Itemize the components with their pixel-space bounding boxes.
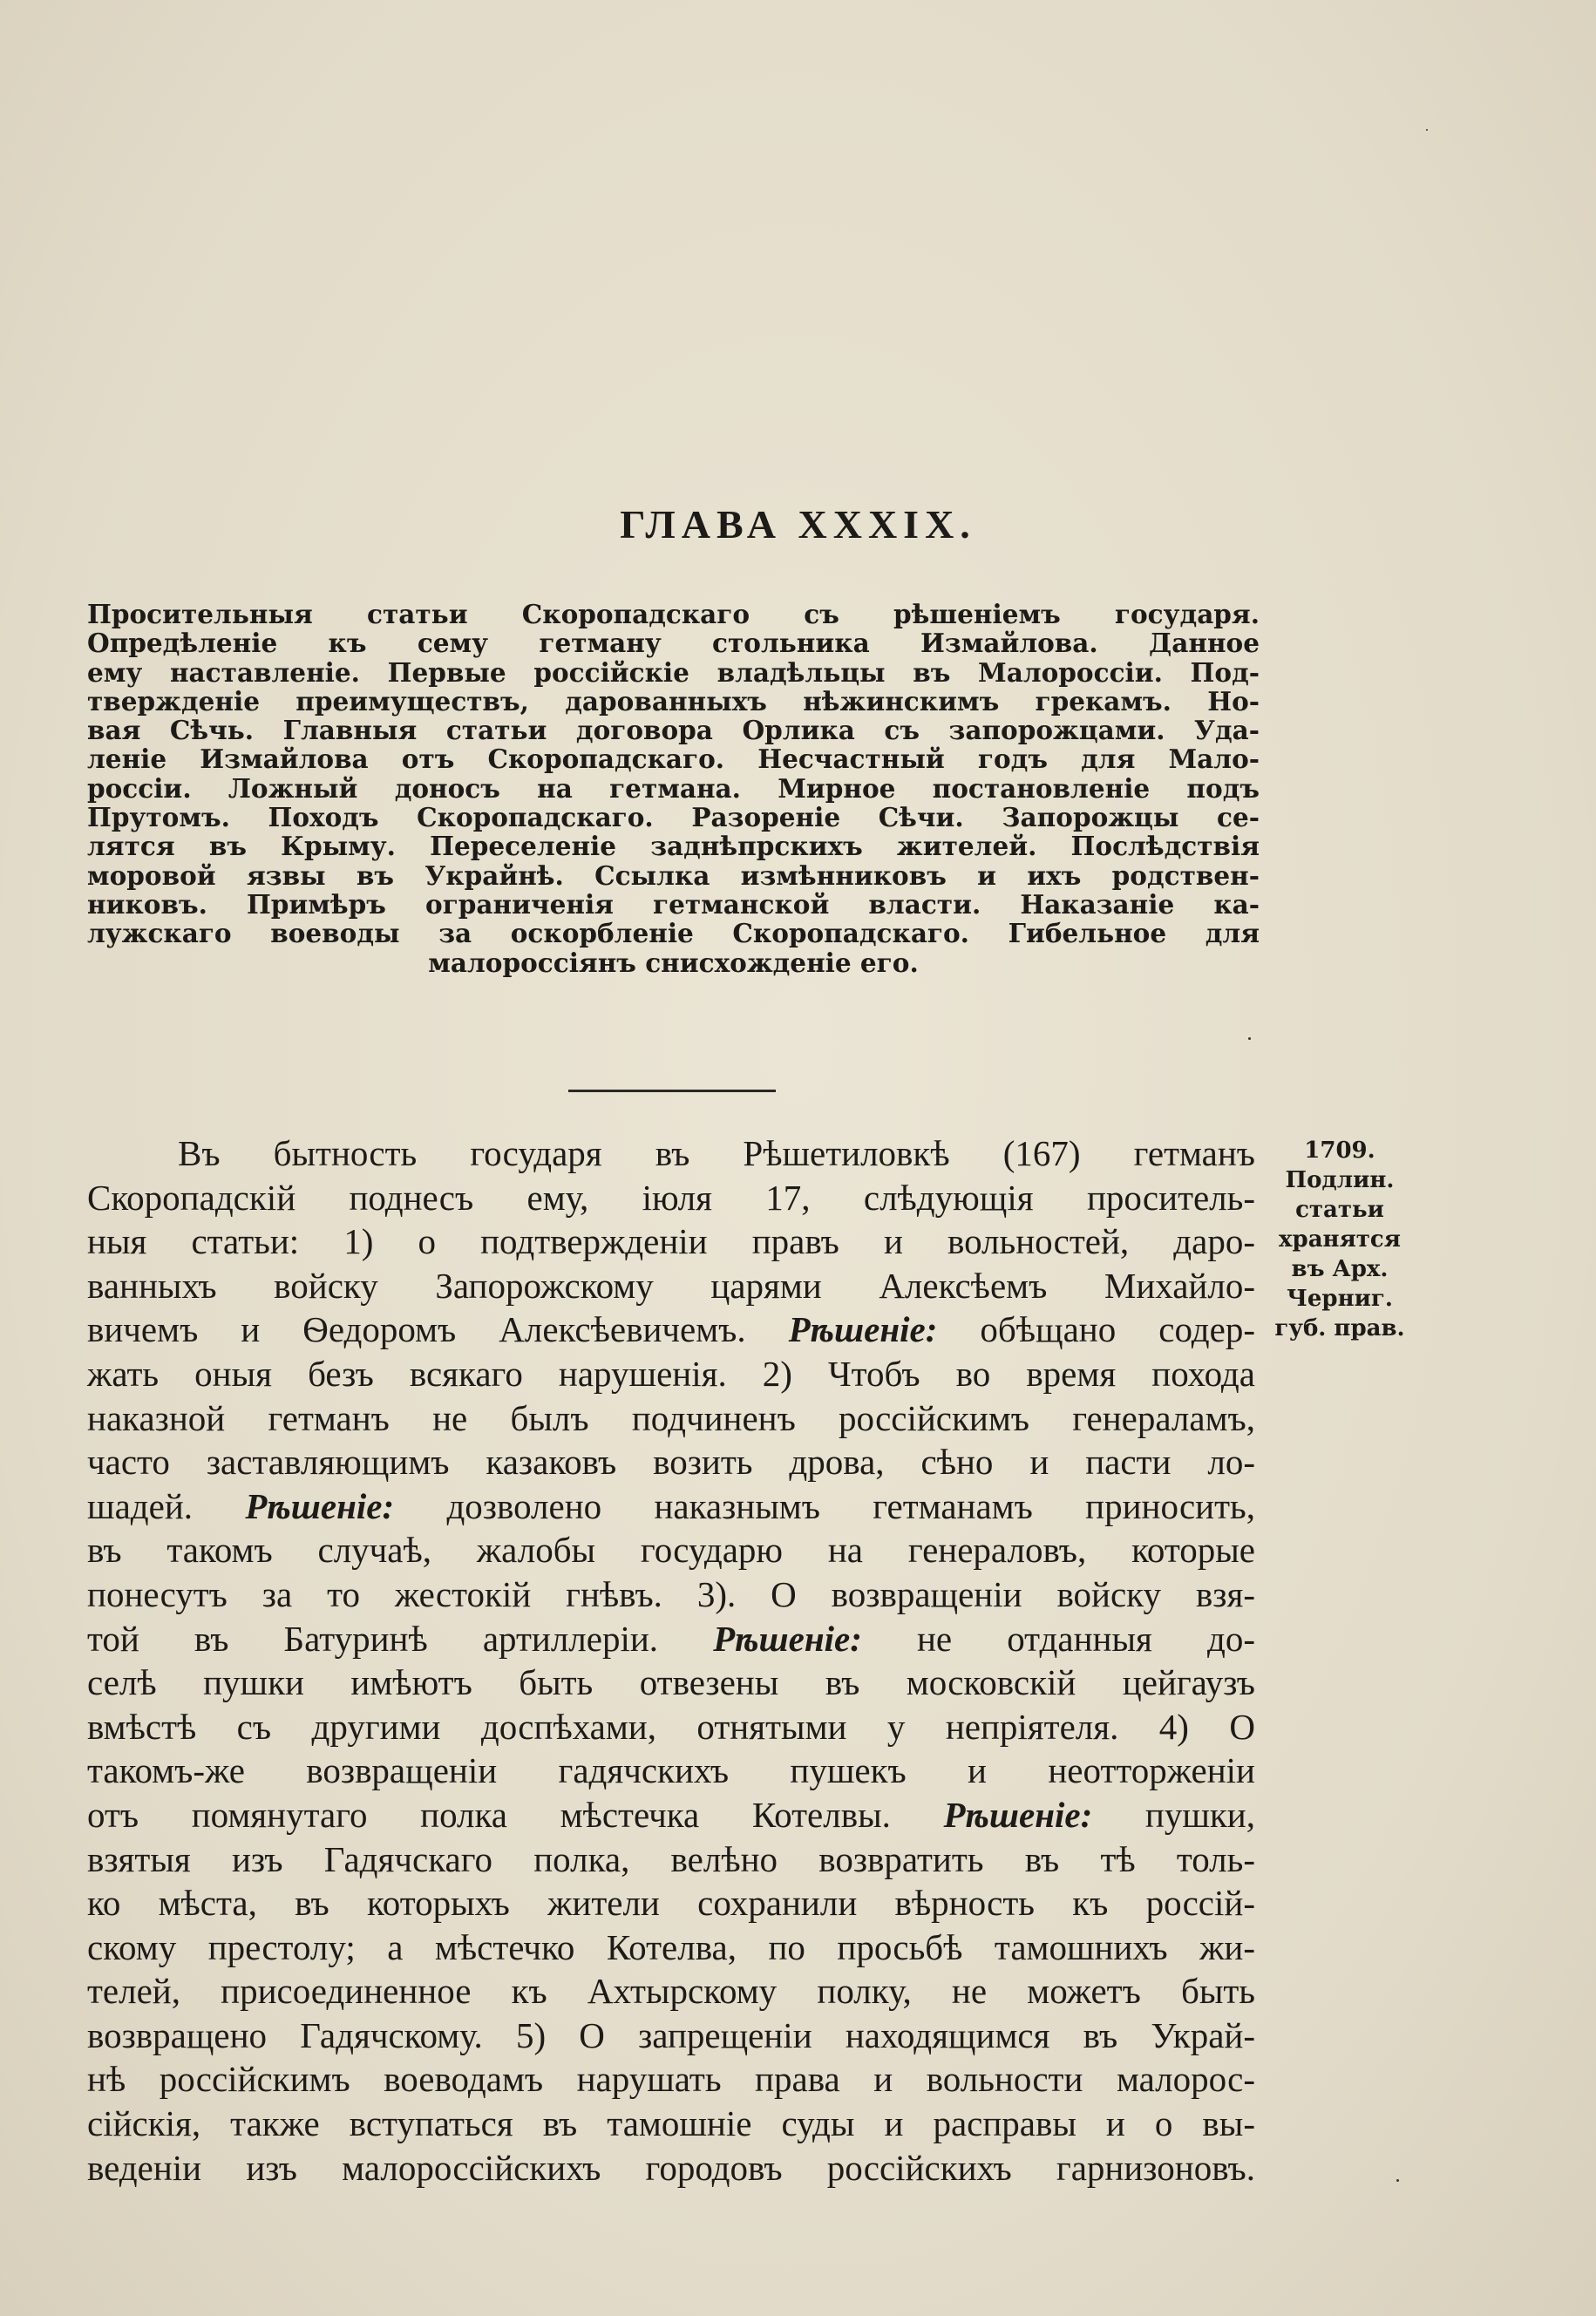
summary-line: леніе Измайлова отъ Скоропадскаго. Несчастный годъ для Мало- <box>87 744 1260 775</box>
body-line: той въ Батуринѣ артиллеріи. Рѣшеніе: не отданныя до- <box>87 1618 1255 1659</box>
summary-line: ему наставленіе. Первые россійскіе владѣльцы въ Малороссіи. Под- <box>87 656 1260 688</box>
body-line: ко мѣста, въ которыхъ жители сохранили вѣрность къ россій- <box>87 1883 1255 1924</box>
body-line: вичемъ и Ѳедоромъ Алексѣевичемъ. Рѣшеніе: обѣщано содер- <box>87 1309 1255 1350</box>
paper-speck <box>1248 1037 1251 1040</box>
summary-line: лятся въ Крыму. Переселеніе заднѣпрскихъ жителей. Послѣдствія <box>87 831 1260 862</box>
summary-line: Опредѣленіе къ сему гетману стольника Измайлова. Данное <box>87 628 1260 659</box>
body-line: нѣ россійскимъ воеводамъ нарушать права и вольности малорос- <box>87 2059 1255 2100</box>
body-line: понесутъ за то жестокій гнѣвъ. 3). О возвращеніи войску взя- <box>87 1573 1255 1614</box>
body-line: селѣ пушки имѣютъ быть отвезены въ московскій цейгаузъ <box>87 1662 1255 1703</box>
section-divider <box>568 1090 776 1092</box>
margin-note-line: статьи <box>1295 1197 1384 1223</box>
margin-note-year: 1709. <box>1304 1138 1375 1164</box>
summary-line: лужскаго воеводы за оскорбленіе Скоропадскаго. Гибельное для <box>87 918 1260 949</box>
resolution-label: Рѣшеніе: <box>788 1309 938 1350</box>
summary-line: твержденіе преимуществъ, дарованныхъ нѣжинскимъ грекамъ. Но- <box>87 685 1260 717</box>
body-line: телей, присоединенное къ Ахтырскому полку, не можетъ быть <box>87 1971 1255 2012</box>
paper-speck <box>1426 129 1428 131</box>
body-line: скому престолу; а мѣстечко Котелва, по просьбѣ тамошнихъ жи- <box>87 1926 1255 1967</box>
summary-line: малороссіянъ снисхожденіе его. <box>428 947 919 978</box>
resolution-label: Рѣшеніе: <box>943 1794 1093 1835</box>
body-line: возвращено Гадячскому. 5) О запрещеніи находящимся въ Украй- <box>87 2014 1255 2055</box>
summary-line: Прутомъ. Походъ Скоропадскаго. Разореніе Сѣчи. Запорожцы се- <box>87 802 1260 833</box>
body-line: жать оныя безъ всякаго нарушенія. 2) Чтобъ во время похода <box>87 1353 1255 1394</box>
body-line: въ такомъ случаѣ, жалобы государю на генераловъ, которые <box>87 1530 1255 1571</box>
body-text <box>87 1131 1255 2190</box>
body-line: отъ помянутаго полка мѣстечка Котелвы. Рѣшеніе: пушки, <box>87 1794 1255 1835</box>
resolution-label: Рѣшеніе: <box>245 1485 395 1526</box>
summary-line: моровой язвы въ Украйнѣ. Ссылка измѣнниковъ и ихъ родствен- <box>87 859 1260 891</box>
body-line: Въ бытность государя въ Рѣшетиловкѣ (167) гетманъ <box>178 1133 1255 1173</box>
summary-line: Просительныя статьи Скоропадскаго съ рѣшеніемъ государя. <box>87 599 1260 629</box>
chapter-title: ГЛАВА XXXIX. <box>620 502 976 547</box>
margin-note-line: Подлин. <box>1285 1167 1395 1193</box>
paper-speck <box>1396 2179 1399 2182</box>
summary-line: россіи. Ложный доносъ на гетмана. Мирное постановленіе подъ <box>87 772 1260 804</box>
summary-line: вая Сѣчь. Главныя статьи договора Орлика съ запорожцами. Уда- <box>87 715 1260 746</box>
body-line: сійскія, также вступаться въ тамошніе суды и расправы и о вы- <box>87 2103 1255 2144</box>
body-line: ванныхъ войску Запорожскому царями Алексѣемъ Михайло- <box>87 1265 1255 1306</box>
margin-note-line: въ Арх. <box>1291 1256 1389 1282</box>
body-line: такомъ-же возвращеніи гадячскихъ пушекъ и неотторженіи <box>87 1750 1255 1791</box>
body-line: Скоропадскій поднесъ ему, іюля 17, слѣдующія проситель- <box>87 1177 1255 1218</box>
resolution-label: Рѣшеніе: <box>713 1618 862 1659</box>
summary-line: никовъ. Примѣръ ограниченія гетманской власти. Наказаніе ка- <box>87 888 1260 920</box>
margin-note <box>1261 1136 1418 1343</box>
margin-note-line: Черниг. <box>1287 1286 1393 1312</box>
body-line: часто заставляющимъ казаковъ возить дрова, сѣно и пасти ло- <box>87 1442 1255 1483</box>
body-line: ныя статьи: 1) о подтвержденіи правъ и вольностей, даро- <box>87 1221 1255 1262</box>
body-line: шадей. Рѣшеніе: дозволено наказнымъ гетманамъ приносить, <box>87 1485 1255 1526</box>
body-line: наказной гетманъ не былъ подчиненъ россійскимъ генераламъ, <box>87 1397 1255 1438</box>
body-line: взятыя изъ Гадячскаго полка, велѣно возвратить въ тѣ толь- <box>87 1838 1255 1879</box>
margin-note-line: губ. прав. <box>1274 1315 1405 1341</box>
chapter-summary <box>87 600 1260 977</box>
body-line: вмѣстѣ съ другими доспѣхами, отнятыми у непріятеля. 4) О <box>87 1706 1255 1747</box>
margin-note-line: хранятся <box>1279 1226 1401 1253</box>
body-line: веденіи изъ малороссійскихъ городовъ россійскихъ гарнизоновъ. <box>87 2147 1255 2188</box>
